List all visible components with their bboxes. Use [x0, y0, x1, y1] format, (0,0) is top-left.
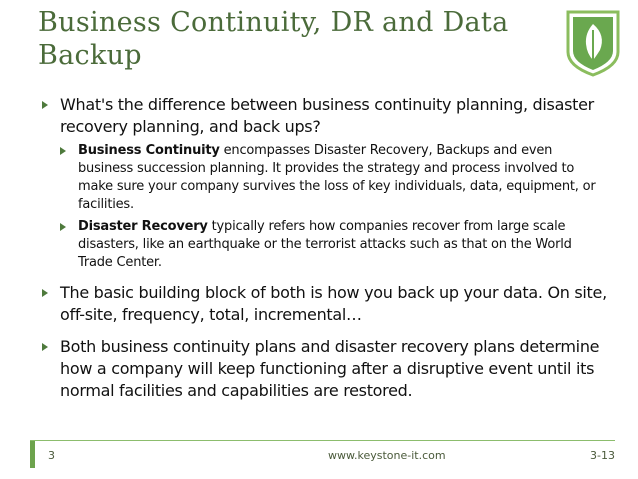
keyword-business-continuity: Business Continuity	[78, 143, 220, 158]
slide-reference: 3-13	[590, 449, 615, 462]
triangle-bullet-icon	[42, 101, 48, 109]
sub-bullet-text: encompasses Disaster Recovery, Backups and even business succession planning. It provides the strategy and process involved to make sure your company survives the loss of key individuals, data, equipment, or facilities.	[78, 143, 596, 212]
bullet-text: Both business continuity plans and disaster recovery plans determine how a company will keep functioning after a disruptive event until its normal facilities and capabilities are restored.	[60, 337, 600, 400]
triangle-bullet-icon	[42, 289, 48, 297]
bullet-difference	[40, 94, 610, 138]
bullet-plans	[40, 336, 610, 402]
footer-accent-bar	[30, 441, 35, 468]
triangle-bullet-icon	[42, 343, 48, 351]
bullet-list	[40, 94, 610, 405]
triangle-bullet-icon	[60, 147, 66, 155]
leaf-logo-icon	[562, 8, 624, 78]
bullet-text: What's the difference between business continuity planning, disaster recovery planning, and back ups?	[60, 95, 594, 136]
keyword-disaster-recovery: Disaster Recovery	[78, 219, 208, 234]
footer-url[interactable]: www.keystone-it.com	[328, 449, 446, 462]
sub-bullet-business-continuity	[40, 142, 610, 214]
slide-title: Business Continuity, DR and Data Backup	[38, 7, 509, 71]
triangle-bullet-icon	[60, 223, 66, 231]
page-number: 3	[48, 449, 55, 462]
footer	[30, 440, 615, 469]
bullet-text: The basic building block of both is how you back up your data. On site, off-site, frequency, total, incremental…	[60, 283, 607, 324]
sub-bullet-disaster-recovery	[40, 218, 610, 272]
sub-bullet-text: typically refers how companies recover from large scale disasters, like an earthquake or the terrorist attacks such as that on the World Trade Center.	[78, 219, 572, 270]
bullet-building-block	[40, 282, 610, 326]
